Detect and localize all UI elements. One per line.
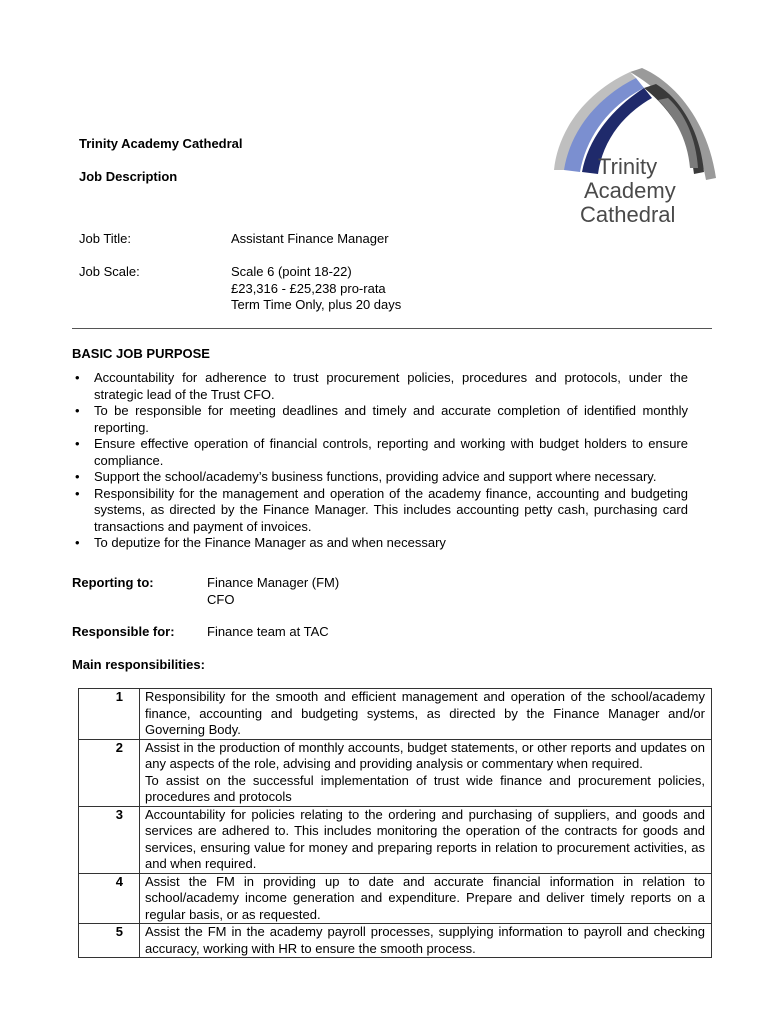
bullet-icon: • [75,436,80,451]
list-item [72,469,688,486]
row-text: Accountability for policies relating to the ordering and purchasing of suppliers, and goods and services are adhered to. This includes monitoring the operation of the contracts for goods and services, ensuring value for money and preparing reports in relation to procurement activities, as and when required. [140,806,712,873]
bullet-text: Support the school/academy’s business functions, providing advice and support where necessary. [94,469,657,484]
job-scale-line: £23,316 - £25,238 pro-rata [231,280,386,296]
table-row [79,739,712,806]
table-row [79,873,712,924]
list-item [72,486,688,536]
row-text: Responsibility for the smooth and efficient management and operation of the school/academy finance, accounting and budgeting systems, as directed by the Finance Manager and/or Governing Body. [140,689,712,740]
org-name: Trinity Academy Cathedral [79,136,243,151]
job-scale-line: Term Time Only, plus 20 days [231,297,402,312]
list-item [72,370,688,403]
logo-text-academy: Academy [584,178,676,203]
responsible-label: Responsible for: [72,624,175,639]
divider [72,328,712,329]
bullet-text: Accountability for adherence to trust procurement policies, procedures and protocols, under the strategic lead of the Trust CFO. [94,370,688,402]
job-scale-label: Job Scale: [79,264,140,279]
job-scale-line: Scale 6 (point 18-22) [231,264,352,279]
list-item [72,535,688,552]
list-item [72,436,688,469]
reporting-line: CFO [207,591,235,607]
row-text [140,739,712,806]
bullet-text: Responsibility for the management and operation of the academy finance, accounting and budgeting systems, as directed by the Finance Manager. This includes accounting petty cash, purchasing card transactions and payment of invoices. [94,485,688,534]
bullet-icon: • [75,535,80,550]
bullet-text: Ensure effective operation of financial controls, reporting and working with budget holders to ensure compliance. [94,436,688,468]
row-number: 2 [79,739,140,806]
responsible-value: Finance team at TAC [207,624,329,639]
bullet-icon: • [75,370,80,385]
table-row [79,924,712,958]
row-number: 5 [79,924,140,958]
purpose-list [72,370,688,552]
reporting-line: Finance Manager (FM) [207,575,340,590]
row-number: 3 [79,806,140,873]
reporting-label: Reporting to: [72,575,154,590]
table-row [79,806,712,873]
row-text-para: To assist on the successful implementation of trust wide finance and procurement policies, procedures and protocols [145,772,705,804]
table-row [79,689,712,740]
job-scale-value [231,264,401,314]
doc-type: Job Description [79,169,178,184]
job-title-label: Job Title: [79,231,132,246]
purpose-heading: BASIC JOB PURPOSE [72,346,210,361]
bullet-icon: • [75,403,80,418]
main-heading: Main responsibilities: [72,657,205,672]
bullet-text: To deputize for the Finance Manager as and when necessary [94,535,446,550]
bullet-icon: • [75,485,80,501]
row-text: Assist the FM in providing up to date and accurate financial information in relation to school/academy income generation and expenditure. Prepare and deliver timely reports on a regular basis, or as requested. [140,873,712,924]
logo-text-cathedral: Cathedral [580,202,676,227]
row-text: Assist the FM in the academy payroll processes, supplying information to payroll and checking accuracy, working with HR to ensure the smooth process. [140,924,712,958]
responsibilities-table [78,688,712,958]
logo-text-trinity: Trinity [598,154,658,179]
reporting-value [207,575,339,608]
trinity-logo [548,68,718,228]
row-number: 1 [79,689,140,740]
job-title-value: Assistant Finance Manager [231,231,389,246]
bullet-icon: • [75,469,80,484]
row-number: 4 [79,873,140,924]
bullet-text: To be responsible for meeting deadlines and timely and accurate completion of identified monthly reporting. [94,403,688,435]
row-text-para: Assist in the production of monthly accounts, budget statements, or other reports and updates on any aspects of the role, advising and providing analysis or commentary when required. [145,739,705,771]
list-item [72,403,688,436]
